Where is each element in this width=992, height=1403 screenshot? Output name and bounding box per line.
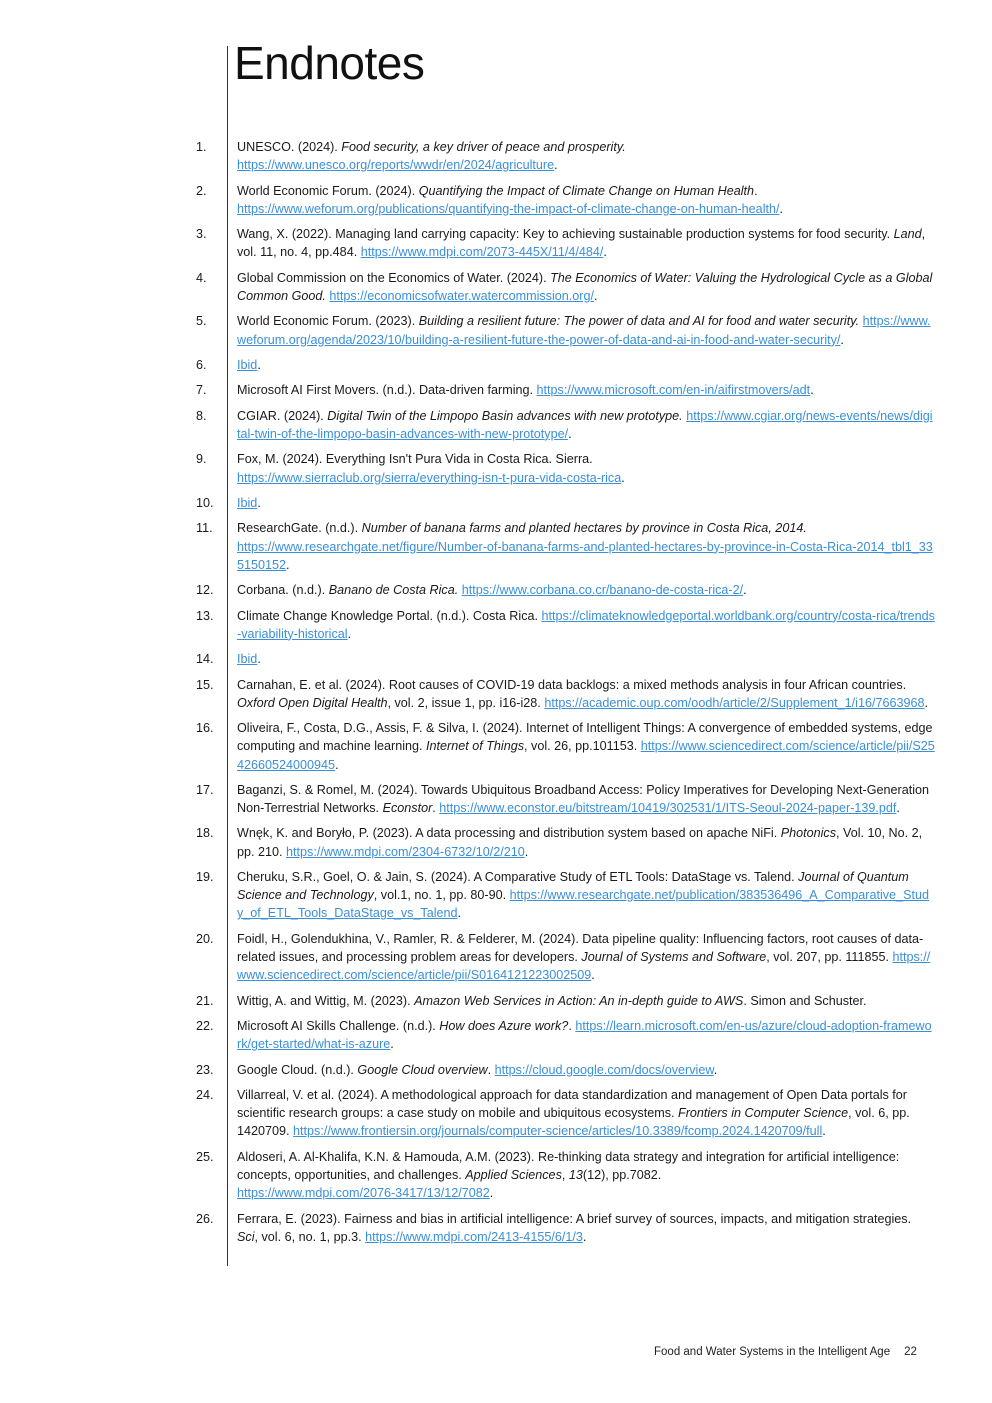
reference-link[interactable]: https://www.researchgate.net/publication/383536496_A_Comparative_Study_of_ETL_Tools_DataStage_vs_Talend (237, 888, 929, 921)
reference-text: World Economic Forum. (2024). (237, 183, 419, 198)
reference-text: CGIAR. (2024). (237, 408, 328, 423)
reference-text: Wittig, A. and Wittig, M. (2023). (237, 993, 415, 1008)
endnote-number: 26. (196, 1211, 214, 1226)
reference-link[interactable]: https://www.cgiar.org/news-events/news/digital-twin-of-the-limpopo-basin-advances-with-new-prototype/ (237, 408, 933, 441)
reference-text: . (591, 968, 595, 983)
reference-text: Carnahan, E. et al. (2024). Root causes of COVID-19 data backlogs: a mixed methods analysis in four African countries. (237, 677, 907, 692)
reference-link[interactable]: https://cloud.google.com/docs/overview (494, 1062, 714, 1077)
endnote-text (237, 868, 935, 923)
reference-link[interactable]: Ibid (237, 495, 258, 510)
reference-title: Land (893, 227, 922, 242)
endnote-item (0, 607, 992, 643)
reference-text: Corbana. (n.d.). (237, 583, 329, 598)
endnote-text (237, 450, 935, 486)
endnote-item (0, 868, 992, 923)
endnote-text (237, 381, 935, 399)
endnote-number: 20. (196, 931, 214, 946)
reference-link[interactable]: https://www.weforum.org/publications/quantifying-the-impact-of-climate-change-on-human-health/ (237, 201, 780, 216)
reference-title: Frontiers in Computer Science (678, 1106, 849, 1121)
reference-text: , vol. 26, pp.101153. (524, 739, 641, 754)
reference-text: , vol. 11, no. 4, pp.484. (237, 227, 926, 260)
endnote-item (0, 1017, 992, 1053)
reference-text: Foidl, H., Golendukhina, V., Ramler, R. & Felderer, M. (2024). Data pipeline quality: Influencing factors, root causes of data-related issues, and processing problem areas for developers. (237, 931, 924, 965)
reference-link[interactable]: https://www.sciencedirect.com/science/article/pii/S0164121223002509 (237, 950, 931, 983)
reference-text: World Economic Forum. (2023). (237, 314, 419, 329)
reference-text: Oliveira, F., Costa, D.G., Assis, F. & Silva, I. (2024). Internet of Intelligent Things: A convergence of embedded systems, edge computing and machine learning. (237, 721, 933, 754)
reference-text: . (896, 801, 900, 816)
reference-text: . (621, 470, 625, 485)
reference-text: . (743, 583, 747, 598)
reference-link[interactable]: https://www.unesco.org/reports/wwdr/en/2024/agriculture (237, 158, 555, 173)
endnote-number: 12. (196, 583, 214, 598)
reference-title: Digital Twin of the Limpopo Basin advances with new prototype. (327, 408, 683, 423)
reference-link[interactable]: https://www.mdpi.com/2304-6732/10/2/210 (286, 844, 525, 859)
page-footer (654, 1346, 917, 1358)
endnote-text (237, 719, 935, 774)
endnote-number: 2. (196, 183, 207, 198)
endnote-number: 9. (196, 452, 207, 467)
endnote-item (0, 1148, 992, 1203)
reference-text: . (524, 844, 529, 859)
reference-link[interactable]: https://learn.microsoft.com/en-us/azure/cloud-adoption-framework/get-started/what-is-azure (237, 1019, 932, 1052)
endnote-item (0, 781, 992, 817)
reference-text: . (924, 695, 928, 710)
endnote-item (0, 356, 992, 374)
reference-text: . (822, 1124, 826, 1139)
endnote-item (0, 719, 992, 774)
reference-text: , vol. 6, no. 1, pp.3. (254, 1229, 366, 1244)
reference-title: The Economics of Water: Valuing the Hydrological Cycle as a Global Common Good. (237, 270, 933, 303)
endnote-item (0, 138, 992, 174)
endnote-text (237, 1210, 935, 1246)
endnote-number: 15. (196, 677, 214, 692)
reference-text: . (603, 245, 607, 260)
reference-text: . (713, 1062, 718, 1077)
reference-text: Google Cloud. (n.d.). (237, 1062, 358, 1077)
endnote-item (0, 1210, 992, 1246)
endnote-text (237, 407, 935, 443)
endnotes-list (0, 138, 992, 1253)
endnote-item (0, 494, 992, 512)
reference-link[interactable]: https://www.mdpi.com/2073-445X/11/4/484/ (360, 245, 604, 260)
endnote-number: 3. (196, 227, 207, 242)
reference-text: Microsoft AI First Movers. (n.d.). Data-driven farming. (237, 383, 537, 398)
reference-text: . (840, 332, 844, 347)
endnote-text (237, 356, 935, 374)
reference-text: . (286, 557, 290, 572)
reference-text: ResearchGate. (n.d.). (237, 521, 362, 536)
endnote-text (237, 519, 935, 574)
endnote-text (237, 992, 935, 1010)
endnote-number: 6. (196, 357, 207, 372)
reference-text: . (257, 652, 261, 667)
reference-title: Google Cloud overview (357, 1062, 488, 1077)
endnote-item (0, 824, 992, 860)
reference-link[interactable]: https://www.researchgate.net/figure/Number-of-banana-farms-and-planted-hectares-by-province-in-Costa-Rica-2014_tbl1_335150152 (237, 539, 933, 572)
reference-text: . (347, 626, 352, 641)
reference-text: . (754, 183, 758, 198)
endnote-number: 25. (196, 1149, 214, 1164)
reference-text: , vol.1, no. 1, pp. 80-90. (373, 888, 510, 903)
reference-text: Wang, X. (2022). Managing land carrying capacity: Key to achieving sustainable production systems for food security. (237, 227, 894, 242)
reference-text: . (335, 757, 339, 772)
reference-title: Internet of Things (426, 739, 525, 754)
reference-title: Amazon Web Services in Action: An in-depth guide to AWS (414, 993, 744, 1008)
reference-link[interactable]: Ibid (237, 652, 258, 667)
endnote-item (0, 381, 992, 399)
endnote-item (0, 992, 992, 1010)
reference-text: . (593, 288, 598, 303)
endnote-number: 1. (196, 140, 207, 154)
endnote-item (0, 519, 992, 574)
endnote-text (237, 312, 935, 348)
endnote-number: 18. (196, 826, 214, 841)
page-number: 22 (904, 1346, 917, 1358)
endnote-number: 22. (196, 1019, 214, 1034)
reference-title: Number of banana farms and planted hectares by province in Costa Rica, 2014. (361, 521, 807, 536)
reference-text: . (432, 801, 440, 816)
reference-text: . (582, 1229, 587, 1244)
reference-text: Fox, M. (2024). Everything Isn't Pura Vida in Costa Rica. Sierra. (237, 452, 593, 467)
reference-text: . (257, 357, 261, 372)
endnote-text (237, 824, 935, 860)
reference-link[interactable]: https://www.microsoft.com/en-in/aifirstmovers/adt (536, 383, 811, 398)
endnote-item (0, 676, 992, 712)
endnote-item (0, 930, 992, 985)
reference-title: Quantifying the Impact of Climate Change on Human Health (418, 183, 755, 198)
reference-text: Baganzi, S. & Romel, M. (2024). Towards Ubiquitous Broadband Access: Policy Imperatives for Developing Next-Generation Non-Terrestrial Networks. (237, 782, 930, 816)
reference-text: Aldoseri, A. Al-Khalifa, K.N. & Hamouda, A.M. (2023). Re-thinking data strategy and integration for artificial intelligence: concepts, opportunities, and challenges. (237, 1149, 900, 1183)
endnote-text (237, 138, 935, 174)
reference-text: , vol. 6, pp. 1420709. (237, 1106, 910, 1139)
reference-title: 13 (568, 1168, 583, 1183)
reference-text: Microsoft AI Skills Challenge. (n.d.). (237, 1019, 440, 1034)
reference-text: , vol. 207, pp. 111855. (766, 950, 893, 965)
reference-text: . (487, 1062, 495, 1077)
endnote-item (0, 581, 992, 599)
endnote-number: 16. (196, 721, 214, 736)
reference-text: (12), pp.7082. (582, 1168, 662, 1183)
endnote-number: 13. (196, 608, 214, 623)
reference-title: Oxford Open Digital Health (237, 695, 388, 710)
reference-link[interactable]: https://www.corbana.co.cr/banano-de-costa-rica-2/ (461, 583, 744, 598)
reference-link[interactable]: https://www.weforum.org/agenda/2023/10/building-a-resilient-future-the-power-of-data-and-ai-in-food-and-water-security/ (237, 314, 931, 347)
endnote-number: 4. (196, 270, 207, 285)
reference-text: . (568, 426, 572, 441)
reference-title: Applied Sciences (465, 1168, 562, 1183)
endnote-text (237, 494, 935, 512)
endnote-text (237, 182, 935, 218)
reference-text: . (257, 495, 261, 510)
endnote-item (0, 269, 992, 305)
reference-text: Cheruku, S.R., Goel, O. & Jain, S. (2024). A Comparative Study of ETL Tools: DataStage vs. Talend. (237, 870, 799, 885)
reference-link[interactable]: https://www.mdpi.com/2413-4155/6/1/3 (365, 1229, 583, 1244)
reference-text: , vol. 2, issue 1, pp. i16-i28. (387, 695, 545, 710)
reference-title: Photonics (780, 826, 837, 841)
endnote-item (0, 225, 992, 261)
reference-link[interactable]: https://www.frontiersin.org/journals/computer-science/articles/10.3389/fcomp.2024.1420709/full (293, 1124, 823, 1139)
endnote-number: 21. (196, 993, 214, 1008)
endnote-text (237, 1148, 935, 1203)
reference-text: . (489, 1186, 494, 1201)
page-title: Endnotes (234, 37, 425, 89)
endnote-text (237, 676, 935, 712)
endnote-item (0, 1061, 992, 1079)
endnote-text (237, 1017, 935, 1053)
endnote-number: 14. (196, 652, 214, 667)
reference-text: UNESCO. (2024). (237, 140, 342, 154)
reference-text: . (554, 158, 558, 173)
footer-report-title: Food and Water Systems in the Intelligent Age (654, 1346, 891, 1358)
reference-text: Ferrara, E. (2023). Fairness and bias in artificial intelligence: A brief survey of sources, impacts, and mitigation strategies. (237, 1211, 912, 1226)
reference-link[interactable]: https://economicsofwater.watercommission.org/ (329, 288, 594, 303)
endnote-text (237, 269, 935, 305)
endnote-text (237, 1061, 935, 1079)
reference-title: Building a resilient future: The power of data and AI for food and water security. (418, 314, 860, 329)
reference-title: Journal of Systems and Software (581, 950, 767, 965)
endnote-number: 5. (196, 314, 207, 329)
endnote-text (237, 581, 935, 599)
endnote-number: 10. (196, 495, 214, 510)
reference-link[interactable]: Ibid (237, 357, 258, 372)
endnote-number: 7. (196, 383, 207, 398)
reference-title: Food security, a key driver of peace and prosperity. (341, 140, 626, 154)
reference-link[interactable]: https://www.sierraclub.org/sierra/everything-isn-t-pura-vida-costa-rica (237, 470, 622, 485)
endnote-item (0, 407, 992, 443)
endnote-text (237, 781, 935, 817)
reference-text: . Simon and Schuster. (743, 993, 867, 1008)
endnote-number: 24. (196, 1088, 214, 1103)
reference-text: . (779, 201, 783, 216)
endnote-number: 8. (196, 408, 207, 423)
endnote-text (237, 607, 935, 643)
reference-text: , (561, 1168, 569, 1183)
endnote-text (237, 930, 935, 985)
reference-link[interactable]: https://www.mdpi.com/2076-3417/13/12/7082 (237, 1186, 490, 1201)
endnote-number: 23. (196, 1062, 214, 1077)
reference-title: Econstor (382, 801, 433, 816)
reference-title: Banano de Costa Rica. (328, 583, 459, 598)
reference-text: Global Commission on the Economics of Water. (2024). (237, 270, 551, 285)
reference-text: , Vol. 10, No. 2, pp. 210. (237, 826, 923, 859)
reference-text: . (810, 383, 814, 398)
reference-text: . (568, 1019, 576, 1034)
endnote-text (237, 225, 935, 261)
reference-text: Climate Change Knowledge Portal. (n.d.). Costa Rica. (237, 608, 542, 623)
endnote-item (0, 450, 992, 486)
reference-text: . (457, 906, 462, 921)
reference-title: Journal of Quantum Science and Technology (237, 870, 909, 903)
endnote-text (237, 650, 935, 668)
reference-title: Sci (237, 1229, 255, 1244)
reference-link[interactable]: https://academic.oup.com/oodh/article/2/Supplement_1/i16/7663968 (544, 695, 925, 710)
reference-text: Villarreal, V. et al. (2024). A methodological approach for data standardization and management of Open Data portals for scientific research groups: a case study on mobile and ubiquitous ecosystems. (237, 1088, 907, 1121)
reference-text: . (390, 1037, 394, 1052)
endnote-number: 11. (196, 521, 213, 536)
endnote-text (237, 1086, 935, 1141)
reference-link[interactable]: https://www.econstor.eu/bitstream/10419/302531/1/ITS-Seoul-2024-paper-139.pdf (439, 801, 897, 816)
endnote-number: 17. (196, 782, 214, 797)
endnote-item (0, 312, 992, 348)
reference-link[interactable]: https://climateknowledgeportal.worldbank.org/country/costa-rica/trends-variability-historical (237, 608, 935, 641)
reference-link[interactable]: https://www.sciencedirect.com/science/article/pii/S2542660524000945 (237, 739, 935, 772)
endnote-number: 19. (196, 870, 214, 885)
endnote-item (0, 182, 992, 218)
endnote-item (0, 1086, 992, 1141)
reference-text: Wnęk, K. and Boryło, P. (2023). A data processing and distribution system based on apache NiFi. (237, 826, 781, 841)
reference-title: How does Azure work? (439, 1019, 569, 1034)
endnote-item (0, 650, 992, 668)
